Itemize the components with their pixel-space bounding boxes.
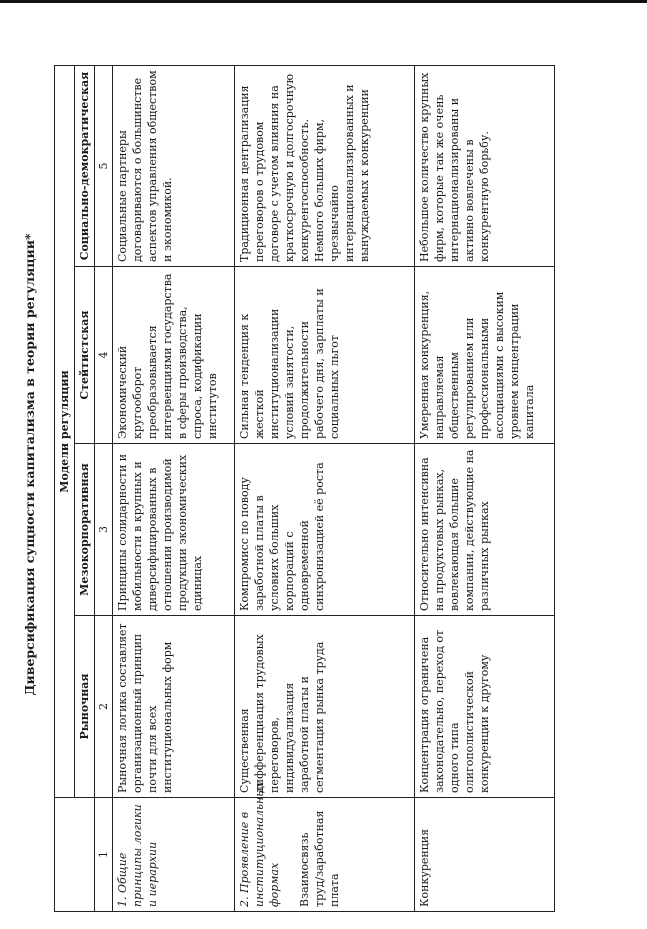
header-col-mesocorporate: Мезокорпоративная — [75, 444, 95, 616]
table-title: Диверсификация сущности капитализма в теории регуляции* — [22, 233, 37, 696]
row-label: 1. Общие принципы логики и иерархии — [113, 798, 235, 912]
regulation-models-table — [54, 65, 555, 912]
table-cell: Принципы солидарности и мобильности в крупных и диверсифицированных в отношении производимой продукции экономических единицах — [113, 444, 235, 616]
col-number: 1 — [95, 798, 113, 912]
table-row — [415, 65, 555, 911]
header-row-columns — [75, 65, 95, 911]
table-cell: Экономический кругооборот преобразовывается интервенциями государства в сферы производства, спроса, кодификации институтов — [113, 267, 235, 444]
table-cell: Существенная дифференциация трудовых переговоров, индивидуализация заработной платы и сегментация рынка труда — [235, 616, 415, 798]
header-col-social-democratic: Социально-демократическая — [75, 65, 95, 266]
table-cell: Сильная тенденция к жесткой институционализации условий занятости, продолжительности рабочего дня, зарплаты и социальных льгот — [235, 267, 415, 444]
col-number: 4 — [95, 267, 113, 444]
header-col-market: Рыночная — [75, 616, 95, 798]
col-number: 5 — [95, 65, 113, 266]
header-group-cell: Модели регуляции — [55, 65, 75, 797]
header-empty-cell — [55, 798, 95, 912]
spacer — [282, 802, 297, 907]
table-cell: Относительно интенсивна на продуктовых рынках, вовлекающая большие компании, действующие на различных рынках — [415, 444, 555, 616]
row-sublabel: Взаимосвязь труд/заработная плата — [298, 810, 341, 907]
table-row — [235, 65, 415, 911]
table-cell: Умеренная конкуренция, направляемая общественным регулированием или профессиональными ассоциациями с высоким уровнем концентрации капитала — [415, 267, 555, 444]
row-label-cell — [235, 781, 415, 912]
col-number: 3 — [95, 444, 113, 616]
row-label: 2. Проявление в институциональных формах — [238, 781, 281, 907]
table-cell: Небольшое количество крупных фирм, которые так же очень интернационализированы и активно вовлечены в конкурентную борьбу. — [415, 65, 555, 266]
number-row — [95, 65, 113, 911]
header-col-statist: Стейтистская — [75, 267, 95, 444]
header-row-group — [55, 65, 75, 911]
table-row — [113, 65, 235, 911]
table-cell: Традиционная централизация переговоров о трудовом договоре с учетом влияния на краткосрочную и долгосрочную конкурентоспособность. Немного больших фирм, чрезвычайно интернационализированных и вынуждаемых к конкуренции — [235, 65, 415, 266]
table-cell: Концентрация ограничена законодательно, переход от одного типа олигополистической конкуренции к другому — [415, 616, 555, 798]
table-cell: Социальные партнеры договариваются о большинстве аспектов управления обществом и экономикой. — [113, 65, 235, 266]
row-label: Конкуренция — [415, 798, 555, 912]
table-cell: Компромисс по поводу заработной платы в условиях больших корпораций с одновременной синхронизацией её роста — [235, 444, 415, 616]
table-cell: Рыночная логика составляет организационный принцип почти для всех институциональных форм — [113, 616, 235, 798]
col-number: 2 — [95, 616, 113, 798]
